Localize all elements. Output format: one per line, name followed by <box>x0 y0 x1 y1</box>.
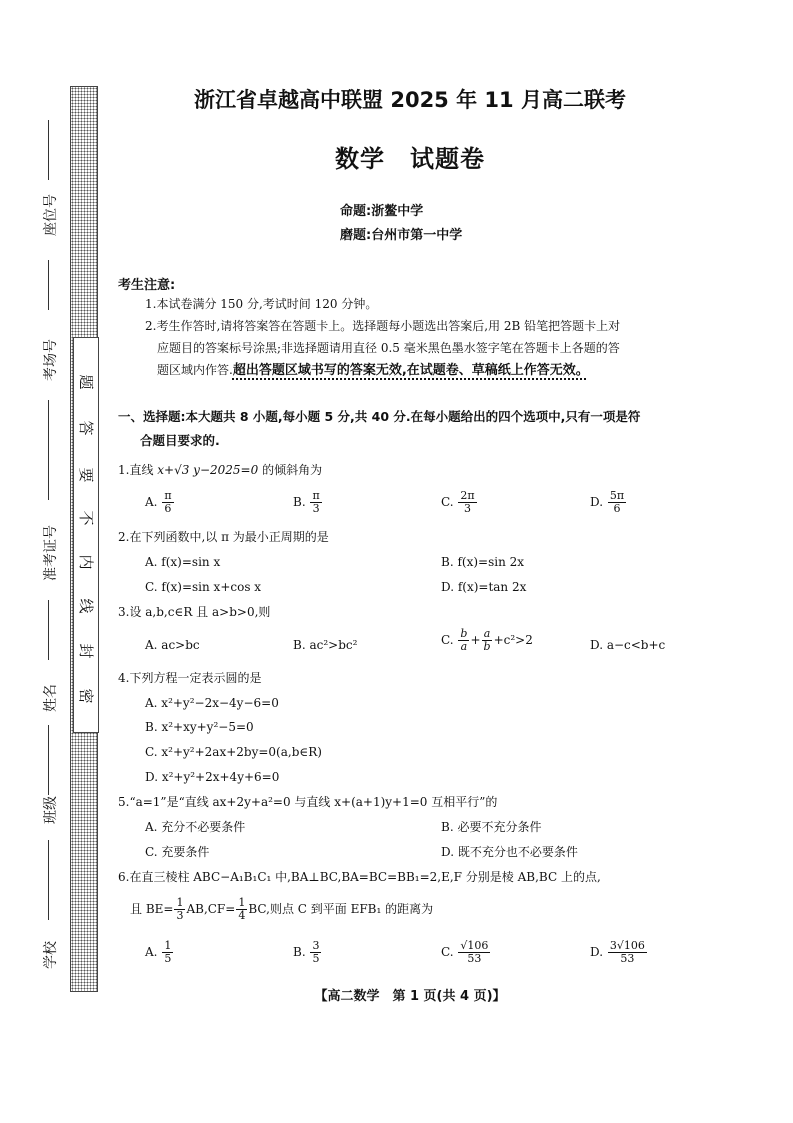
name-label: 姓名 <box>43 684 59 712</box>
class-label: 班级 <box>43 796 59 824</box>
binding-strip-notice-box <box>73 337 99 733</box>
q1-d-fraction <box>608 490 626 515</box>
q4-option-b: B. x²+xy+y²−5=0 <box>145 720 254 734</box>
reviewer-line: 磨题:台州市第一中学 <box>340 228 463 243</box>
notice-item-2-line-2: 应题目的答案标号涂黑;非选择题请用直径 0.5 毫米黑色墨水签字笔在答题卡上各题的答 <box>157 341 620 355</box>
q1-d-num: 5π <box>609 489 625 502</box>
q1-b-label: B. <box>293 495 306 509</box>
q3-c-f2-num: a <box>483 627 491 640</box>
exam-title: 浙江省卓越高中联盟 2025 年 11 月高二联考 <box>194 88 626 112</box>
strip-char-xian: 线 <box>77 598 95 614</box>
q3-c-f2-den: b <box>483 640 491 653</box>
q1-option-d <box>590 490 627 515</box>
strip-char-bu: 不 <box>77 510 95 526</box>
q6-d-fraction <box>608 940 647 965</box>
q6-b-fraction <box>310 940 321 965</box>
q3-option-d: D. a−c<b+c <box>590 638 666 652</box>
strip-char-mi: 密 <box>77 688 95 704</box>
q4-option-d: D. x²+y²+2x+4y+6=0 <box>145 770 280 784</box>
ticket-number-label: 准考证号 <box>43 525 59 581</box>
q6-a-label: A. <box>145 945 158 959</box>
q1-b-fraction <box>310 490 321 515</box>
exam-subtitle: 数学 试题卷 <box>335 145 485 173</box>
seat-number-line <box>48 120 49 180</box>
q3-c-fraction-2 <box>482 628 493 653</box>
q6-l2-post: BC,则点 C 到平面 EFB₁ 的距离为 <box>248 902 434 916</box>
strip-char-nei: 内 <box>77 554 95 570</box>
q3-option-b: B. ac²>bc² <box>293 638 358 652</box>
q1-stem <box>118 462 322 478</box>
q1-equation: x+√3 y−2025=0 <box>157 463 259 477</box>
strip-char-feng: 封 <box>77 643 95 659</box>
q6-fraction-1 <box>174 897 185 922</box>
q1-stem-post: 的倾斜角为 <box>258 463 323 477</box>
school-label: 学校 <box>43 941 59 969</box>
q3-c-fraction-1 <box>458 628 469 653</box>
q6-stem-line-2 <box>130 897 433 922</box>
notice-heading: 考生注意: <box>118 278 176 293</box>
q1-stem-pre: 1.直线 <box>118 463 158 477</box>
q1-option-a <box>145 490 175 515</box>
notice-item-2-line-1: 2.考生作答时,请将答案答在答题卡上。选择题每小题选出答案后,用 2B 铅笔把答题卡上对 <box>145 319 621 333</box>
q5-option-c: C. 充要条件 <box>145 845 210 859</box>
q3-c-f1-num: b <box>460 627 468 640</box>
strip-char-ti: 题 <box>77 374 95 390</box>
q1-a-num: π <box>164 489 172 502</box>
q2-option-c: C. f(x)=sin x+cos x <box>145 580 262 594</box>
q6-c-label: C. <box>441 945 454 959</box>
q2-stem: 2.在下列函数中,以 π 为最小正周期的是 <box>118 530 329 544</box>
q6-a-num: 1 <box>164 939 172 952</box>
q6-a-fraction <box>162 940 173 965</box>
q6-option-b <box>293 940 322 965</box>
q3-stem: 3.设 a,b,c∈R 且 a>b>0,则 <box>118 605 271 619</box>
q6-f2-num: 1 <box>238 896 246 909</box>
q5-option-a: A. 充分不必要条件 <box>145 820 246 834</box>
q5-option-d: D. 既不充分也不必要条件 <box>441 845 578 859</box>
q6-l2-mid: AB,CF= <box>186 902 236 916</box>
q6-d-den: 53 <box>620 952 635 965</box>
q1-c-fraction <box>458 490 476 515</box>
q3-option-c <box>441 628 533 653</box>
q1-c-den: 3 <box>464 502 472 515</box>
q3-c-f1-den: a <box>460 640 468 653</box>
q1-option-b <box>293 490 323 515</box>
exam-room-blank <box>48 400 49 500</box>
q1-option-c <box>441 490 478 515</box>
q1-a-den: 6 <box>164 502 172 515</box>
q2-option-a: A. f(x)=sin x <box>145 555 221 569</box>
q1-a-label: A. <box>145 495 158 509</box>
q1-d-den: 6 <box>613 502 621 515</box>
q6-b-den: 5 <box>312 952 320 965</box>
q1-c-num: 2π <box>460 489 475 502</box>
q4-option-a: A. x²+y²−2x−4y−6=0 <box>145 696 279 710</box>
q6-a-den: 5 <box>164 952 172 965</box>
q3-c-label: C. <box>441 633 454 647</box>
q6-stem-line-1: 6.在直三棱柱 ABC−A₁B₁C₁ 中,BA⊥BC,BA=BC=BB₁=2,E,F 分别是棱 AB,BC 上的点, <box>118 870 601 884</box>
q5-option-b: B. 必要不充分条件 <box>441 820 542 834</box>
class-blank <box>48 840 49 920</box>
strip-char-yao: 要 <box>77 467 95 483</box>
section-1-heading-line-2: 合题目要求的. <box>140 433 220 448</box>
q3-option-a: A. ac>bc <box>145 638 200 652</box>
notice-emphasis-text: 超出答题区域书写的答案无效,在试题卷、草稿纸上作答无效。 <box>232 363 589 378</box>
seat-number-blank <box>48 260 49 310</box>
q2-option-d: D. f(x)=tan 2x <box>441 580 527 594</box>
section-1-heading-line-1: 一、选择题:本大题共 8 小题,每小题 5 分,共 40 分.在每小题给出的四个选项中,只有一项是符 <box>118 409 641 424</box>
q6-f2-den: 4 <box>238 909 246 922</box>
q6-l2-pre: 且 BE= <box>130 902 174 916</box>
author-line: 命题:浙鳌中学 <box>340 204 424 219</box>
q6-d-num: 3√106 <box>609 939 645 952</box>
q4-option-c: C. x²+y²+2ax+2by=0(a,b∈R) <box>145 745 322 759</box>
exam-room-label: 考场号 <box>43 339 59 381</box>
q6-b-label: B. <box>293 945 306 959</box>
q6-option-d <box>590 940 648 965</box>
q6-c-fraction <box>458 940 490 965</box>
q6-b-num: 3 <box>312 939 320 952</box>
q5-stem: 5.“a=1”是“直线 ax+2y+a²=0 与直线 x+(a+1)y+1=0 互相平行”的 <box>118 795 498 809</box>
q1-a-fraction <box>162 490 173 515</box>
q1-c-label: C. <box>441 495 454 509</box>
ticket-number-blank <box>48 600 49 660</box>
strip-char-da: 答 <box>77 420 95 436</box>
page-footer: 【高二数学 第 1 页(共 4 页)】 <box>314 989 506 1004</box>
q1-b-num: π <box>312 489 320 502</box>
seat-number-label: 座位号 <box>43 194 59 236</box>
q6-d-label: D. <box>590 945 604 959</box>
q6-f1-num: 1 <box>176 896 184 909</box>
q1-b-den: 3 <box>312 502 320 515</box>
q6-option-c <box>441 940 491 965</box>
q6-option-a <box>145 940 174 965</box>
q6-c-num: √106 <box>460 939 489 952</box>
notice-plain-text: 题区域内作答. <box>157 363 233 377</box>
q3-c-plus: + <box>470 633 481 647</box>
q6-c-den: 53 <box>467 952 482 965</box>
q4-stem: 4.下列方程一定表示圆的是 <box>118 671 262 685</box>
q3-c-tail: +c²>2 <box>493 633 533 647</box>
q2-option-b: B. f(x)=sin 2x <box>441 555 525 569</box>
q6-fraction-2 <box>236 897 247 922</box>
notice-item-1: 1.本试卷满分 150 分,考试时间 120 分钟。 <box>145 297 378 311</box>
q6-f1-den: 3 <box>176 909 184 922</box>
q1-d-label: D. <box>590 495 604 509</box>
notice-item-2-line-3 <box>157 362 589 379</box>
